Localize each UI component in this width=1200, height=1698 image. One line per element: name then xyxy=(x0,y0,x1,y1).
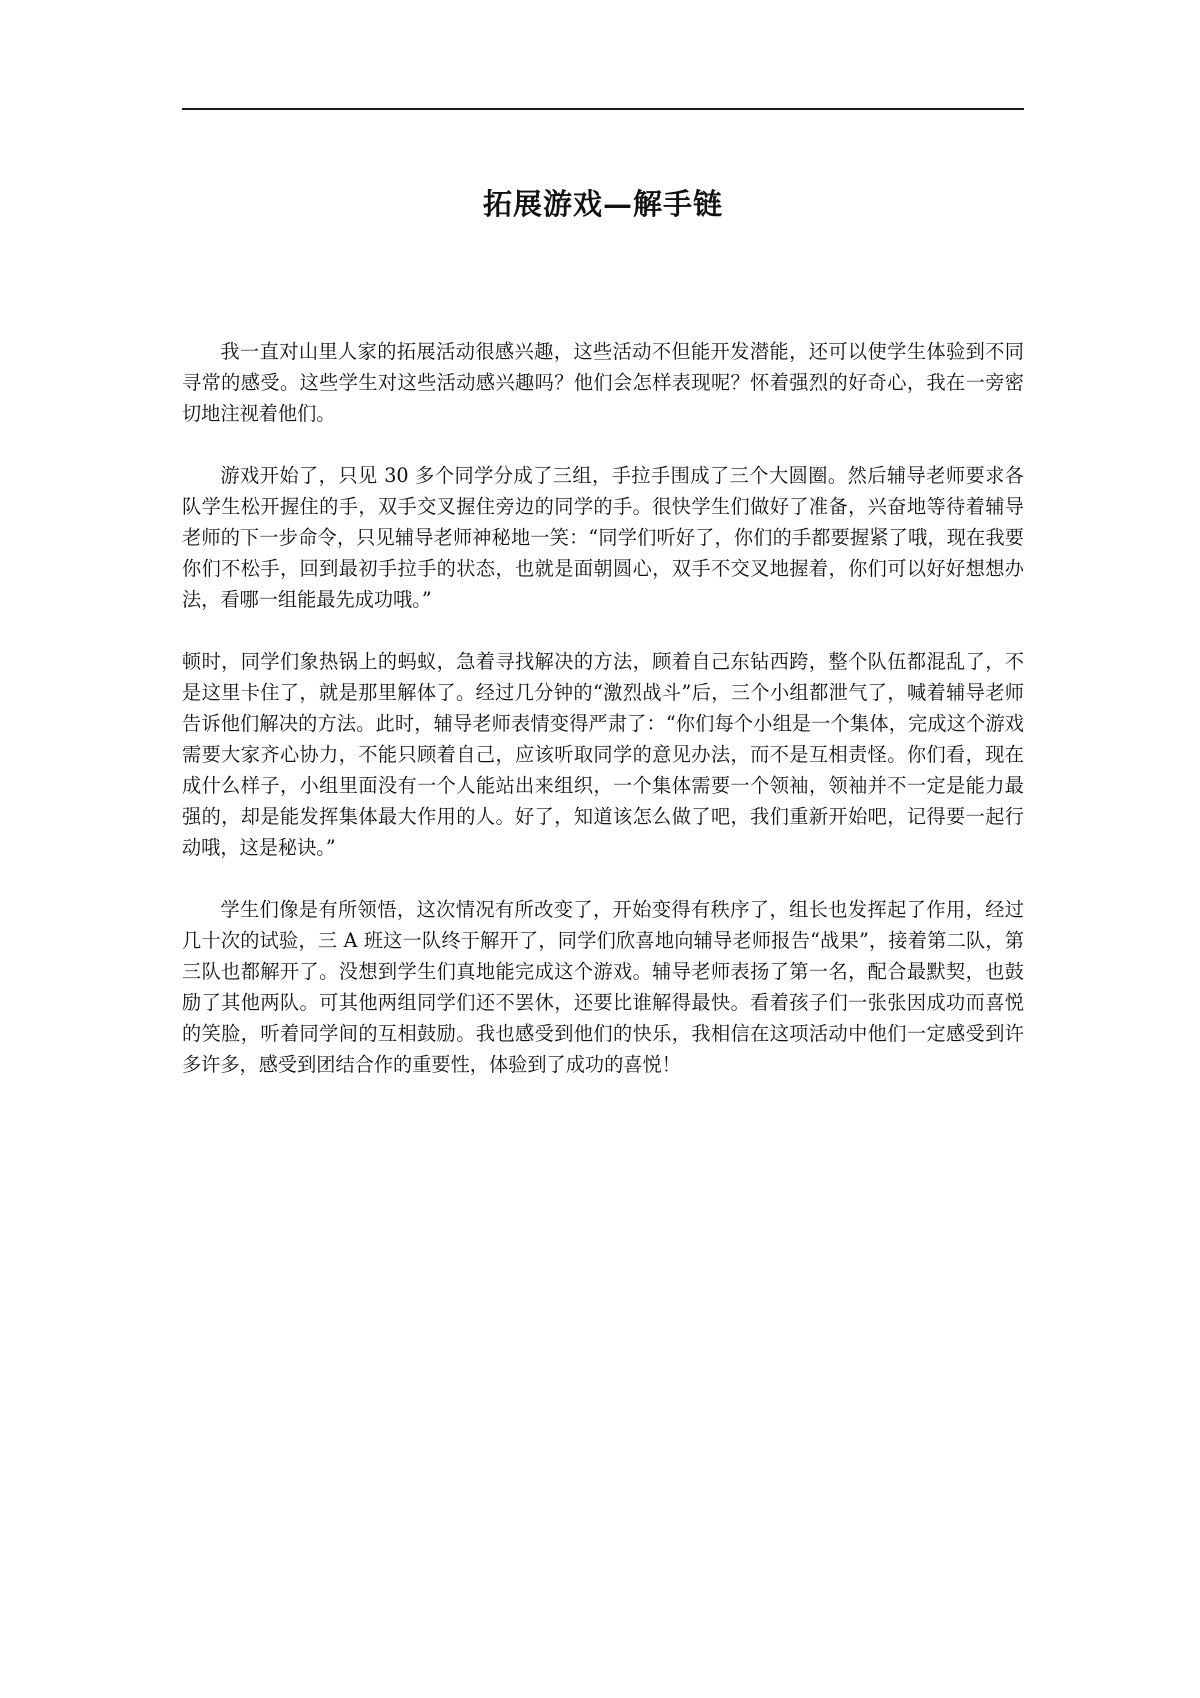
document-title: 拓展游戏—解手链 xyxy=(482,187,723,221)
header-rule xyxy=(182,108,1024,110)
paragraph-3: 顿时，同学们象热锅上的蚂蚁，急着寻找解决的方法，顾着自己东钻西跨，整个队伍都混乱了，不是这里卡住了，就是那里解体了。经过几分钟的“激烈战斗”后，三个小组都泄气了，喊着辅导老师告诉他们解决的方法。此时，辅导老师表情变得严肃了：“你们每个小组是一个集体，完成这个游戏需要大家齐心协力，不能只顾着自己，应该听取同学的意见办法，而不是互相责怪。你们看，现在成什么样子，小组里面没有一个人能站出来组织，一个集体需要一个领袖，领袖并不一定是能力最强的，却是能发挥集体最大作用的人。好了，知道该怎么做了吧，我们重新开始吧，记得要一起行动哦，这是秘诀。” xyxy=(182,650,1024,859)
document-body xyxy=(182,336,1024,1111)
paragraph-1: 我一直对山里人家的拓展活动很感兴趣，这些活动不但能开发潜能，还可以使学生体验到不同寻常的感受。这些学生对这些活动感兴趣吗？他们会怎样表现呢？怀着强烈的好奇心，我在一旁密切地注视着他们。 xyxy=(182,340,1024,425)
paragraph-2: 游戏开始了，只见 30 多个同学分成了三组，手拉手围成了三个大圆圈。然后辅导老师要求各队学生松开握住的手，双手交叉握住旁边的同学的手。很快学生们做好了准备，兴奋地等待着辅导老师的下一步命令，只见辅导老师神秘地一笑：“同学们听好了，你们的手都要握紧了哦，现在我要你们不松手，回到最初手拉手的状态，也就是面朝圆心，双手不交叉地握着，你们可以好好想想办法，看哪一组能最先成功哦。” xyxy=(182,464,1024,611)
paragraph-4: 学生们像是有所领悟，这次情况有所改变了，开始变得有秩序了，组长也发挥起了作用，经过几十次的试验，三 A 班这一队终于解开了，同学们欣喜地向辅导老师报告“战果”，接着第二队，第三队也都解开了。没想到学生们真地能完成这个游戏。辅导老师表扬了第一名，配合最默契，也鼓励了其他两队。可其他两组同学们还不罢休，还要比谁解得最快。看着孩子们一张张因成功而喜悦的笑脸，听着同学间的互相鼓励。我也感受到他们的快乐，我相信在这项活动中他们一定感受到许多许多，感受到团结合作的重要性，体验到了成功的喜悦！ xyxy=(182,898,1024,1076)
